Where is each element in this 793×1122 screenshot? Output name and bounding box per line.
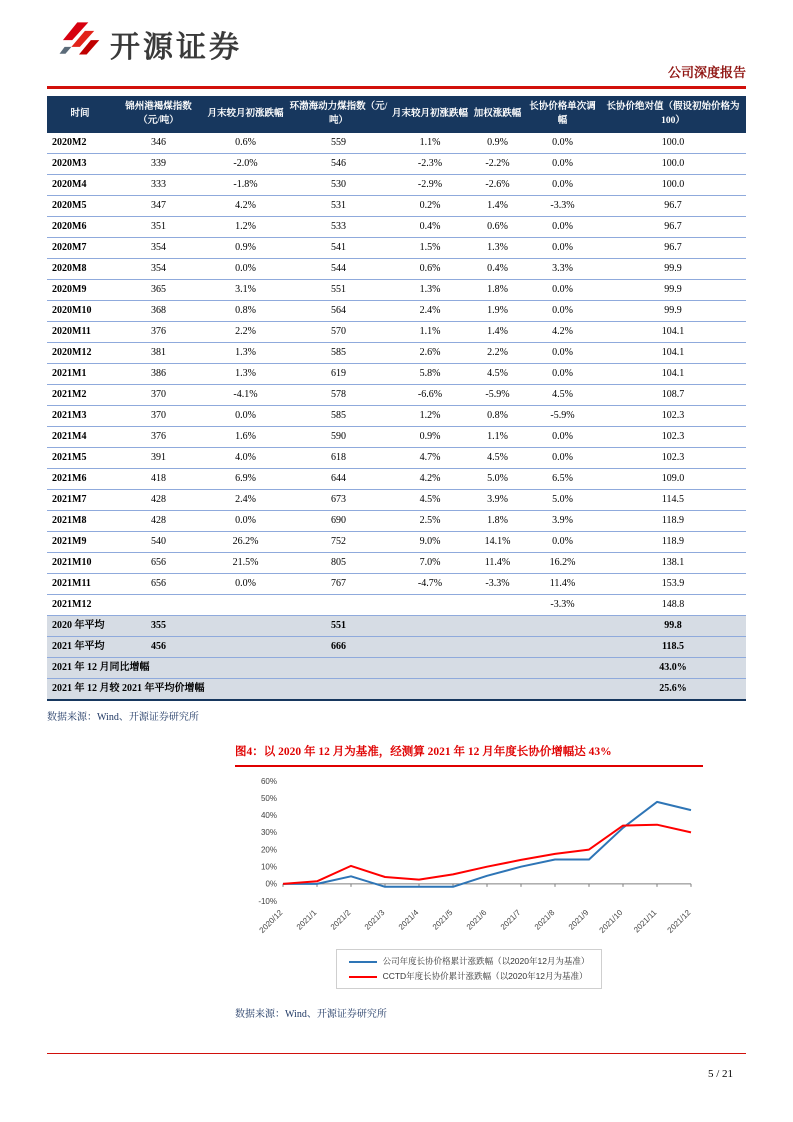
- table-cell: 559: [287, 133, 390, 154]
- svg-text:2021/1: 2021/1: [294, 907, 319, 932]
- table-cell: 2020M4: [47, 174, 113, 195]
- table-cell: 118.5: [600, 636, 746, 657]
- table-cell: 656: [113, 573, 204, 594]
- table-cell: 0.0%: [525, 342, 600, 363]
- table-cell: 114.5: [600, 489, 746, 510]
- table-cell: -1.8%: [204, 174, 287, 195]
- col-header-adjustment: 长协价格单次调幅: [525, 96, 600, 133]
- table-cell: 346: [113, 133, 204, 154]
- table-cell: 102.3: [600, 447, 746, 468]
- table-cell: 546: [287, 153, 390, 174]
- table-cell: 1.4%: [470, 195, 525, 216]
- table-cell: 0.2%: [390, 195, 470, 216]
- table-cell: 0.0%: [525, 153, 600, 174]
- table-cell: 6.5%: [525, 468, 600, 489]
- table-cell: 673: [287, 489, 390, 510]
- svg-text:2021/9: 2021/9: [566, 907, 591, 932]
- table-cell: 0.0%: [525, 174, 600, 195]
- table-cell: 690: [287, 510, 390, 531]
- table-cell: 386: [113, 363, 204, 384]
- table-cell: 6.9%: [204, 468, 287, 489]
- svg-text:50%: 50%: [260, 793, 277, 803]
- table-cell: 4.5%: [470, 363, 525, 384]
- legend-label: 公司年度长协价格累计涨跌幅（以2020年12月为基准）: [382, 955, 590, 966]
- table-cell: 619: [287, 363, 390, 384]
- table-cell: 0.0%: [525, 133, 600, 154]
- table-cell: 2020M10: [47, 300, 113, 321]
- table-cell: 1.8%: [470, 510, 525, 531]
- table-cell: 3.9%: [470, 489, 525, 510]
- table-row: [47, 133, 746, 154]
- table-cell: 644: [287, 468, 390, 489]
- table-cell: 2020M3: [47, 153, 113, 174]
- table-summary-row: [47, 678, 746, 700]
- table-cell: 4.0%: [204, 447, 287, 468]
- table-cell: 2.2%: [470, 342, 525, 363]
- table-cell: 0.0%: [204, 258, 287, 279]
- table-cell: 0.0%: [204, 510, 287, 531]
- table-cell: 7.0%: [390, 552, 470, 573]
- table-cell: [204, 615, 287, 636]
- table-row: [47, 153, 746, 174]
- table-cell: 4.2%: [525, 321, 600, 342]
- table-cell: 418: [113, 468, 204, 489]
- table-cell: 381: [113, 342, 204, 363]
- table-cell: 0.8%: [470, 405, 525, 426]
- table-cell: 118.9: [600, 510, 746, 531]
- table-cell: [204, 594, 287, 615]
- svg-text:40%: 40%: [260, 810, 277, 820]
- table-cell: 370: [113, 384, 204, 405]
- table-row: [47, 384, 746, 405]
- table-cell: 355: [113, 615, 204, 636]
- svg-text:2021/3: 2021/3: [362, 907, 387, 932]
- table-cell: 4.7%: [390, 447, 470, 468]
- table-cell: -5.9%: [470, 384, 525, 405]
- svg-text:10%: 10%: [260, 862, 277, 872]
- table-cell: 2020M7: [47, 237, 113, 258]
- table-row: [47, 237, 746, 258]
- table-cell: 1.1%: [390, 321, 470, 342]
- table-cell: 100.0: [600, 133, 746, 154]
- table-cell: [287, 594, 390, 615]
- table-cell: 3.3%: [525, 258, 600, 279]
- table-cell: 368: [113, 300, 204, 321]
- table-cell: 1.4%: [470, 321, 525, 342]
- svg-text:2021/12: 2021/12: [665, 907, 693, 935]
- table-cell: 138.1: [600, 552, 746, 573]
- table-cell: 1.1%: [470, 426, 525, 447]
- table-cell: 333: [113, 174, 204, 195]
- header-divider: [47, 86, 746, 89]
- table-cell: 578: [287, 384, 390, 405]
- table-cell: 376: [113, 321, 204, 342]
- table-cell: 585: [287, 342, 390, 363]
- table-cell: 148.8: [600, 594, 746, 615]
- table-cell: 2020M2: [47, 133, 113, 154]
- table-cell: 1.8%: [470, 279, 525, 300]
- table-cell: -2.3%: [390, 153, 470, 174]
- table-cell: 0.6%: [470, 216, 525, 237]
- table-cell: 339: [113, 153, 204, 174]
- table-cell: 767: [287, 573, 390, 594]
- table-cell: 2.5%: [390, 510, 470, 531]
- table-cell: 153.9: [600, 573, 746, 594]
- table-row: [47, 216, 746, 237]
- table-cell: 99.8: [600, 615, 746, 636]
- col-header-mom-change-2: 月末较月初涨跌幅: [390, 96, 470, 133]
- table-cell: 0.0%: [204, 405, 287, 426]
- table-cell: 2021M6: [47, 468, 113, 489]
- legend-item: [349, 969, 590, 984]
- table-cell: 0.4%: [470, 258, 525, 279]
- table-cell: 2021M4: [47, 426, 113, 447]
- table-cell: 1.5%: [390, 237, 470, 258]
- table-cell: 0.0%: [525, 216, 600, 237]
- table-row: [47, 174, 746, 195]
- table-cell: -3.3%: [525, 195, 600, 216]
- table-cell: 0.0%: [525, 300, 600, 321]
- table-cell: 0.0%: [525, 363, 600, 384]
- table-cell: 96.7: [600, 237, 746, 258]
- table-cell: 100.0: [600, 174, 746, 195]
- table-cell: -2.0%: [204, 153, 287, 174]
- table-cell: 540: [113, 531, 204, 552]
- legend-item: [349, 954, 590, 969]
- table-cell: 108.7: [600, 384, 746, 405]
- table-cell: 2021 年 12 月同比增幅: [47, 657, 600, 678]
- col-header-weighted-change: 加权涨跌幅: [470, 96, 525, 133]
- table-cell: 1.2%: [204, 216, 287, 237]
- col-header-jinzhou-index: 锦州港褐煤指数（元/吨）: [113, 96, 204, 133]
- table-cell: 102.3: [600, 405, 746, 426]
- table-row: [47, 321, 746, 342]
- table-cell: 590: [287, 426, 390, 447]
- table-cell: 2021M11: [47, 573, 113, 594]
- table-cell: 14.1%: [470, 531, 525, 552]
- table-cell: 2020 年平均: [47, 615, 113, 636]
- table-cell: 354: [113, 258, 204, 279]
- table-row: [47, 594, 746, 615]
- svg-text:0%: 0%: [265, 879, 277, 889]
- table-cell: -5.9%: [525, 405, 600, 426]
- table-cell: 9.0%: [390, 531, 470, 552]
- legend-line-swatch: [349, 961, 377, 963]
- table-cell: 0.0%: [525, 279, 600, 300]
- chart-legend: [336, 949, 603, 990]
- table-row: [47, 342, 746, 363]
- legend-label: CCTD年度长协价累计涨跌幅（以2020年12月为基准）: [382, 971, 588, 982]
- table-cell: 21.5%: [204, 552, 287, 573]
- table-cell: 0.0%: [525, 447, 600, 468]
- table-cell: 2021M8: [47, 510, 113, 531]
- table-cell: 3.9%: [525, 510, 600, 531]
- col-header-time: 时间: [47, 96, 113, 133]
- figure4-title: 图4：以 2020 年 12 月为基准，经测算 2021 年 12 月年度长协价增幅达 43%: [235, 745, 703, 767]
- table-row: [47, 489, 746, 510]
- table-cell: 102.3: [600, 426, 746, 447]
- table-cell: 0.9%: [470, 133, 525, 154]
- table-cell: 4.5%: [525, 384, 600, 405]
- table-cell: 2021M9: [47, 531, 113, 552]
- table-cell: -4.7%: [390, 573, 470, 594]
- table-summary-row: [47, 615, 746, 636]
- figure4-source-note: 数据来源：Wind、开源证券研究所: [235, 1009, 387, 1021]
- table-cell: 2020M12: [47, 342, 113, 363]
- table-summary-row: [47, 657, 746, 678]
- table-cell: 656: [113, 552, 204, 573]
- table-row: [47, 510, 746, 531]
- footer-divider: [47, 1053, 746, 1054]
- table-cell: 2.2%: [204, 321, 287, 342]
- table-cell: 618: [287, 447, 390, 468]
- table-cell: [470, 594, 525, 615]
- table-cell: 96.7: [600, 216, 746, 237]
- table-cell: [390, 636, 470, 657]
- table-cell: [525, 615, 600, 636]
- table-cell: 347: [113, 195, 204, 216]
- table-row: [47, 447, 746, 468]
- table-cell: -4.1%: [204, 384, 287, 405]
- table-cell: 1.9%: [470, 300, 525, 321]
- figure4-chart: [243, 775, 703, 947]
- table-cell: 805: [287, 552, 390, 573]
- table-cell: 533: [287, 216, 390, 237]
- table-cell: -2.6%: [470, 174, 525, 195]
- table-cell: 5.8%: [390, 363, 470, 384]
- table-cell: 531: [287, 195, 390, 216]
- table-cell: 2021M2: [47, 384, 113, 405]
- table-cell: [470, 615, 525, 636]
- svg-text:2021/5: 2021/5: [430, 907, 455, 932]
- svg-text:20%: 20%: [260, 845, 277, 855]
- legend-line-swatch: [349, 976, 377, 978]
- table-cell: 1.3%: [204, 342, 287, 363]
- table-cell: 570: [287, 321, 390, 342]
- table-cell: 104.1: [600, 342, 746, 363]
- table-cell: 585: [287, 405, 390, 426]
- figure4: [235, 745, 703, 1021]
- table-cell: 1.3%: [470, 237, 525, 258]
- table-cell: 2021M5: [47, 447, 113, 468]
- table-cell: 1.1%: [390, 133, 470, 154]
- table-cell: 1.6%: [204, 426, 287, 447]
- table-cell: 43.0%: [600, 657, 746, 678]
- table-cell: 351: [113, 216, 204, 237]
- svg-text:2021/4: 2021/4: [396, 907, 421, 932]
- table-cell: [525, 636, 600, 657]
- svg-text:2021/11: 2021/11: [632, 907, 659, 935]
- table-cell: 1.3%: [204, 363, 287, 384]
- svg-text:2021/8: 2021/8: [532, 907, 557, 932]
- table-cell: 2.4%: [204, 489, 287, 510]
- svg-text:30%: 30%: [260, 828, 277, 838]
- table-cell: 2021 年平均: [47, 636, 113, 657]
- brand: [57, 20, 242, 67]
- table-cell: 428: [113, 489, 204, 510]
- table-cell: 2020M6: [47, 216, 113, 237]
- table-cell: 354: [113, 237, 204, 258]
- table-cell: 99.9: [600, 300, 746, 321]
- table-cell: 456: [113, 636, 204, 657]
- table-cell: 551: [287, 279, 390, 300]
- page-number: 5 / 21: [707, 1068, 733, 1080]
- svg-text:-10%: -10%: [258, 896, 277, 906]
- table-cell: 1.2%: [390, 405, 470, 426]
- brand-logo-icon: [57, 20, 101, 67]
- table-row: [47, 552, 746, 573]
- table-row: [47, 573, 746, 594]
- table-cell: 544: [287, 258, 390, 279]
- table-cell: 0.6%: [390, 258, 470, 279]
- col-header-absolute-value: 长协价绝对值（假设初始价格为 100）: [600, 96, 746, 133]
- table-cell: 0.9%: [390, 426, 470, 447]
- table-cell: 104.1: [600, 321, 746, 342]
- table-cell: 0.8%: [204, 300, 287, 321]
- table-cell: 428: [113, 510, 204, 531]
- table-cell: [113, 594, 204, 615]
- table-cell: [390, 615, 470, 636]
- table-cell: 4.2%: [204, 195, 287, 216]
- table-row: [47, 468, 746, 489]
- table-cell: 370: [113, 405, 204, 426]
- table-summary-row: [47, 636, 746, 657]
- table-cell: -2.9%: [390, 174, 470, 195]
- svg-text:2021/10: 2021/10: [597, 907, 625, 935]
- table-cell: 99.9: [600, 279, 746, 300]
- table-cell: 2020M11: [47, 321, 113, 342]
- table-cell: -3.3%: [525, 594, 600, 615]
- table-cell: 2020M5: [47, 195, 113, 216]
- table-cell: -6.6%: [390, 384, 470, 405]
- table-cell: 2021M3: [47, 405, 113, 426]
- table-cell: 0.0%: [525, 426, 600, 447]
- table-cell: 1.3%: [390, 279, 470, 300]
- table-cell: 2021M7: [47, 489, 113, 510]
- table-row: [47, 195, 746, 216]
- table-cell: 2.4%: [390, 300, 470, 321]
- table-cell: 3.1%: [204, 279, 287, 300]
- table-cell: 365: [113, 279, 204, 300]
- table-cell: 16.2%: [525, 552, 600, 573]
- report-type-label: 公司深度报告: [667, 65, 746, 80]
- table-cell: 4.5%: [470, 447, 525, 468]
- table-cell: 376: [113, 426, 204, 447]
- svg-text:2021/6: 2021/6: [464, 907, 489, 932]
- coal-price-table: [47, 96, 746, 701]
- table-cell: 25.6%: [600, 678, 746, 700]
- table-cell: 2020M9: [47, 279, 113, 300]
- svg-text:2020/12: 2020/12: [257, 907, 285, 935]
- table-cell: 2021M1: [47, 363, 113, 384]
- table-cell: 752: [287, 531, 390, 552]
- page-header: [57, 20, 746, 82]
- table-row: [47, 363, 746, 384]
- table-cell: 2021 年 12 月较 2021 年平均价增幅: [47, 678, 600, 700]
- table-cell: 391: [113, 447, 204, 468]
- table-row: [47, 405, 746, 426]
- table-row: [47, 258, 746, 279]
- table-cell: [204, 636, 287, 657]
- table-cell: -3.3%: [470, 573, 525, 594]
- table-cell: 2021M10: [47, 552, 113, 573]
- table-header-row: [47, 96, 746, 133]
- table-cell: 118.9: [600, 531, 746, 552]
- table-row: [47, 279, 746, 300]
- table-cell: 11.4%: [525, 573, 600, 594]
- table-cell: 26.2%: [204, 531, 287, 552]
- table-cell: 2.6%: [390, 342, 470, 363]
- table-cell: 564: [287, 300, 390, 321]
- table-row: [47, 300, 746, 321]
- svg-text:2021/2: 2021/2: [328, 907, 353, 932]
- table-cell: 0.4%: [390, 216, 470, 237]
- table-cell: 551: [287, 615, 390, 636]
- table-cell: 530: [287, 174, 390, 195]
- table-cell: 0.0%: [525, 531, 600, 552]
- table-cell: 5.0%: [470, 468, 525, 489]
- table-cell: 0.6%: [204, 133, 287, 154]
- col-header-mom-change-1: 月末较月初涨跌幅: [204, 96, 287, 133]
- brand-name: 开源证券: [110, 30, 242, 64]
- col-header-bohai-index: 环渤海动力煤指数（元/吨）: [287, 96, 390, 133]
- table-cell: 2020M8: [47, 258, 113, 279]
- table-cell: -2.2%: [470, 153, 525, 174]
- table-cell: 0.0%: [204, 573, 287, 594]
- svg-text:2021/7: 2021/7: [498, 907, 523, 932]
- table-cell: 96.7: [600, 195, 746, 216]
- table-cell: 4.2%: [390, 468, 470, 489]
- table-cell: 11.4%: [470, 552, 525, 573]
- table-cell: 104.1: [600, 363, 746, 384]
- table-cell: 4.5%: [390, 489, 470, 510]
- table-source-note: 数据来源：Wind、开源证券研究所: [47, 711, 199, 723]
- table-cell: 2021M12: [47, 594, 113, 615]
- table-cell: 541: [287, 237, 390, 258]
- table-cell: 100.0: [600, 153, 746, 174]
- table-cell: 0.9%: [204, 237, 287, 258]
- table-cell: 5.0%: [525, 489, 600, 510]
- table-row: [47, 426, 746, 447]
- table-cell: 666: [287, 636, 390, 657]
- table-cell: [470, 636, 525, 657]
- table-cell: [390, 594, 470, 615]
- table-cell: 0.0%: [525, 237, 600, 258]
- table-row: [47, 531, 746, 552]
- table-cell: 109.0: [600, 468, 746, 489]
- svg-text:60%: 60%: [260, 776, 277, 786]
- table-body: [47, 133, 746, 700]
- table-cell: 99.9: [600, 258, 746, 279]
